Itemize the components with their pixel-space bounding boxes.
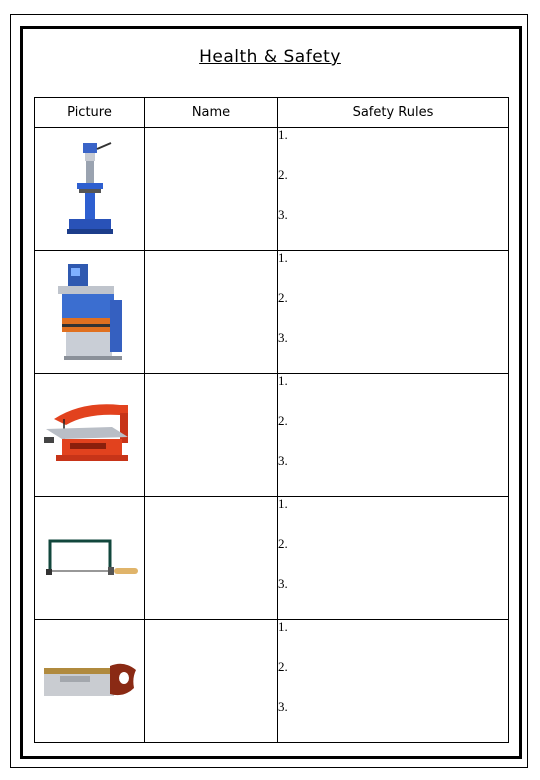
rule-number: 1.	[278, 373, 288, 388]
table-row	[35, 374, 509, 497]
name-cell[interactable]	[145, 374, 278, 497]
safety-rules-cell[interactable]	[278, 620, 509, 743]
safety-rules-cell[interactable]	[278, 128, 509, 251]
rule-number: 3.	[278, 207, 288, 222]
name-cell[interactable]	[145, 128, 278, 251]
picture-cell	[35, 497, 145, 620]
safety-rules-cell[interactable]	[278, 251, 509, 374]
picture-cell	[35, 251, 145, 374]
rule-number: 3.	[278, 330, 288, 345]
name-cell[interactable]	[145, 620, 278, 743]
disc-sander-icon	[52, 260, 128, 364]
picture-cell	[35, 374, 145, 497]
rule-number: 2.	[278, 536, 288, 551]
table-row	[35, 620, 509, 743]
header-name: Name	[145, 98, 278, 128]
rule-number: 2.	[278, 659, 288, 674]
picture-cell	[35, 620, 145, 743]
table-row	[35, 497, 509, 620]
header-safety-rules: Safety Rules	[278, 98, 509, 128]
rule-number: 3.	[278, 699, 288, 714]
rule-number: 3.	[278, 576, 288, 591]
rule-number: 1.	[278, 496, 288, 511]
rule-number: 1.	[278, 127, 288, 142]
header-picture: Picture	[35, 98, 145, 128]
picture-cell	[35, 128, 145, 251]
coping-saw-icon	[40, 533, 140, 583]
rule-number: 2.	[278, 167, 288, 182]
rule-number: 1.	[278, 250, 288, 265]
rule-number: 3.	[278, 453, 288, 468]
pillar-drill-icon	[55, 139, 125, 239]
tenon-saw-icon	[40, 658, 140, 704]
table-row	[35, 251, 509, 374]
table-header-row	[35, 98, 509, 128]
safety-rules-cell[interactable]	[278, 374, 509, 497]
safety-rules-cell[interactable]	[278, 497, 509, 620]
safety-worksheet-table	[34, 97, 509, 743]
table-row	[35, 128, 509, 251]
page-title: Health & Safety	[199, 47, 341, 67]
rule-number: 1.	[278, 619, 288, 634]
name-cell[interactable]	[145, 497, 278, 620]
name-cell[interactable]	[145, 251, 278, 374]
rule-number: 2.	[278, 413, 288, 428]
rule-number: 2.	[278, 290, 288, 305]
scroll-saw-icon	[42, 395, 138, 475]
